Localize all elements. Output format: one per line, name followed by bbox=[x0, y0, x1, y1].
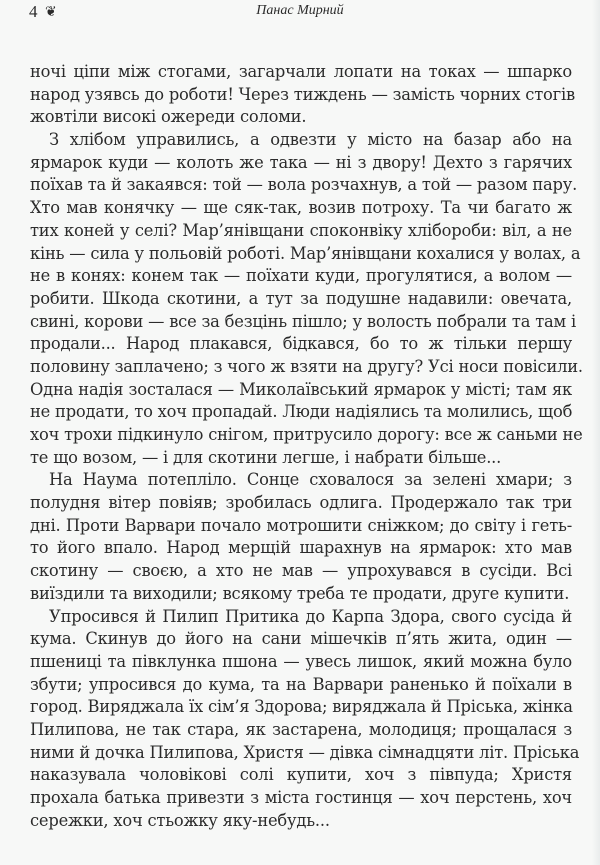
text-line: кума. Скинув до його на сани мішечків п’ять жита, один — bbox=[30, 629, 572, 649]
text-line: те що возом, — і для скотини легше, і набрати більше... bbox=[30, 447, 502, 467]
text-line: виїздили та виходили; всякому треба те продати, друге купити. bbox=[30, 583, 570, 603]
text-line: то його впало. Народ мерщій шарахнув на ярмарок: хто мав bbox=[30, 538, 572, 558]
text-line: На Наума потепліло. Сонце сховалося за зелені хмари; з bbox=[49, 470, 572, 490]
text-line: ними й дочка Пилипова, Христя — дівка сімнадцяти літ. Пріська bbox=[30, 742, 580, 762]
text-line: Упросився й Пилип Притика до Карпа Здора, свого сусіда й bbox=[49, 606, 572, 626]
fleuron-icon: ❦ bbox=[45, 4, 57, 20]
text-line: не продати, то хоч пропадай. Люди надіялись та молились, щоб bbox=[30, 402, 573, 422]
text-line: наказувала чоловікові солі купити, хоч з півпуда; Христя bbox=[30, 765, 572, 785]
text-line: З хлібом управились, а одвезти у місто на базар або на bbox=[49, 130, 572, 150]
text-line: поїхав та й закаявся: той — вола розчахнув, а той — разом пару. bbox=[30, 175, 578, 195]
text-line: город. Виряджала їх сім’я Здорова; виряджала й Пріська, жінка bbox=[30, 697, 573, 717]
text-line: ночі ціпи між стогами, загарчали лопати на токах — шпарко bbox=[30, 62, 572, 81]
text-line: Хто мав конячку — ще сяк-так, возив потроху. Та чи багато ж bbox=[30, 198, 572, 218]
text-line: тих коней у селі? Мар’янівщани споконвіку хлібороби: віл, а не bbox=[30, 220, 572, 240]
body-text bbox=[30, 61, 583, 832]
page-number: 4 bbox=[29, 2, 38, 21]
text-line: свині, корови — все за безцінь пішло; у волость побрали та там і bbox=[30, 311, 576, 331]
text-line: прохала батька привезти з міста гостинця — хоч перстень, хоч bbox=[30, 788, 572, 807]
text-line: скотину — своєю, а хто не мав — упрохувався в сусіди. Всі bbox=[30, 561, 572, 581]
text-line: народ узявсь до роботи! Через тиждень — замість чорних стогів bbox=[30, 84, 575, 104]
text-line: робити. Шкода скотини, а тут за подушне надавили: овечата, bbox=[30, 288, 572, 308]
text-line: продали... Народ плакався, бідкався, бо то ж тільки першу bbox=[30, 334, 572, 354]
text-line: кінь — сила у польовій роботі. Мар’янівщани кохалися у волах, а bbox=[30, 243, 581, 263]
text-line: полудня вітер повіяв; зробилась одлига. Продержало так три bbox=[30, 493, 572, 513]
running-title: Панас Мирний bbox=[256, 3, 344, 18]
text-line: сережки, хоч стьожку яку-небудь... bbox=[30, 810, 330, 830]
text-line: не в конях: конем так — поїхати куди, прогулятися, а волом — bbox=[30, 266, 572, 286]
text-line: дні. Проти Варвари почало мотрошити сніжком; до світу і геть- bbox=[30, 515, 572, 535]
text-line: збути; упросився до кума, та на Варвари раненько й поїхали в bbox=[30, 674, 572, 694]
text-line: половину заплачено; з чого ж взяти на другу? Усі носи повісили. bbox=[30, 356, 583, 376]
text-line: Пилипова, не так стара, як застарена, молодиця; прощалася з bbox=[30, 719, 572, 739]
text-line: пшениці та півклунка пшона — увесь лишок, який можна було bbox=[30, 651, 572, 671]
text-line: ярмарок куди — колоть же така — ні з двору! Дехто з гарячих bbox=[30, 152, 572, 172]
page-edge-shadow bbox=[592, 0, 600, 865]
text-line: хоч трохи підкинуло снігом, притрусило дорогу: все ж саньми не bbox=[30, 425, 583, 444]
text-line: Одна надія зосталася — Миколаївський ярмарок у місті; там як bbox=[30, 379, 572, 399]
text-line: жовтіли високі ожереди соломи. bbox=[30, 107, 307, 127]
